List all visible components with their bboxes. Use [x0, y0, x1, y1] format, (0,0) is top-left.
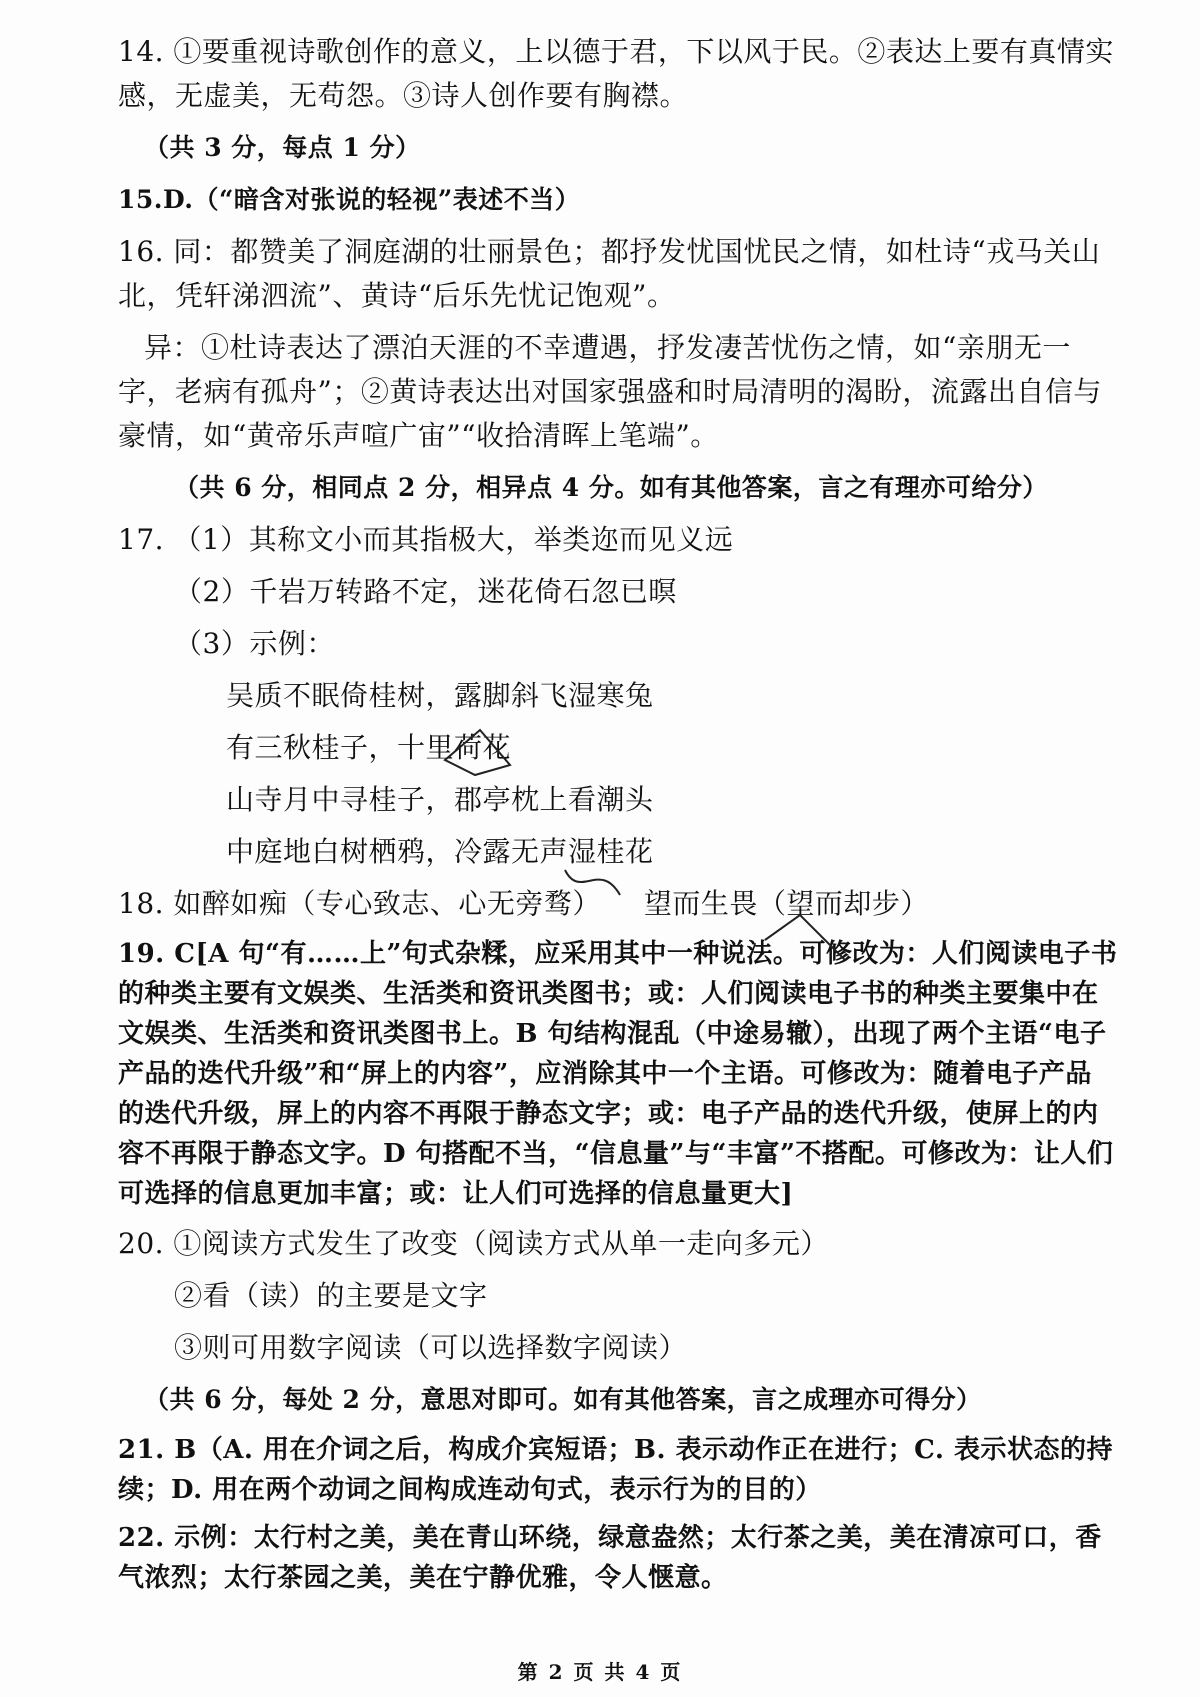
- answer-17-item3: （3）示例：: [174, 627, 335, 660]
- answer-18: 18. 如醉如痴（专心致志、心无旁骛） 望而生畏（望而却步）: [118, 887, 929, 920]
- answer-16-score: （共 6 分，相同点 2 分，相异点 4 分。如有其他答案，言之有理亦可给分）: [174, 473, 1048, 502]
- answer-16-diff: 异：①杜诗表达了漂泊天涯的不幸遭遇，抒发凄苦忧伤之情，如“亲朋无一字，老病有孤舟”；②黄诗表达出对国家强盛和时局清明的渴盼，流露出自信与豪情，如“黄帝乐声喧广宙”“收拾清晖上笔端”。: [118, 331, 1102, 452]
- answer-15: 15.D.（“暗含对张说的轻视”表述不当）: [118, 185, 581, 214]
- answer-17-item1: 17. （1）其称文小而其指极大，举类迩而见义远: [118, 523, 734, 556]
- answer-17-example: 吴质不眠倚桂树，露脚斜飞湿寒兔: [226, 679, 654, 712]
- answer-17-example: 有三秋桂子，十里荷花: [226, 731, 512, 764]
- answer-20-item2: ②看（读）的主要是文字: [174, 1279, 488, 1312]
- answer-14: 14. ①要重视诗歌创作的意义，上以德于君，下以风于民。②表达上要有真情实感，无虚美，无苟怨。③诗人创作要有胸襟。: [118, 35, 1114, 112]
- answer-16-same: 16. 同：都赞美了洞庭湖的壮丽景色；都抒发忧国忧民之情，如杜诗“戎马关山北，凭轩涕泗流”、黄诗“后乐先忧记饱观”。: [118, 235, 1101, 312]
- answer-19: 19. C[A 句“有……上”句式杂糅，应采用其中一种说法。可修改为：人们阅读电子书的种类主要有文娱类、生活类和资讯类图书；或：人们阅读电子书的种类主要集中在文娱类、生活类和资讯类图书上。B 句结构混乱（中途易辙），出现了两个主语“电子产品的迭代升级”和“屏上的内容”，应消除其中一个主语。可修改为：随着电子产品的迭代升级，屏上的内容不再限于静态文字；或：电子产品的迭代升级，使屏上的内容不再限于静态文字。D 句搭配不当，“信息量”与“丰富”不搭配。可修改为：让人们可选择的信息更加丰富；或：让人们可选择的信息量更大]: [118, 939, 1118, 1209]
- answer-20-item1: 20. ①阅读方式发生了改变（阅读方式从单一走向多元）: [118, 1227, 829, 1260]
- answer-17-example: 中庭地白树栖鸦，冷露无声湿桂花: [226, 835, 654, 868]
- answer-20-score: （共 6 分，每处 2 分，意思对即可。如有其他答案，言之成理亦可得分）: [144, 1385, 982, 1414]
- answer-14-score: （共 3 分，每点 1 分）: [144, 133, 421, 162]
- answer-content: [118, 30, 1118, 1598]
- answer-17-example: 山寺月中寻桂子，郡亭枕上看潮头: [226, 783, 654, 816]
- answer-22: 22. 示例：太行村之美，美在青山环绕，绿意盎然；太行茶之美，美在清凉可口，香气浓烈；太行茶园之美，美在宁静优雅，令人惬意。: [118, 1523, 1102, 1593]
- answer-21: 21. B（A. 用在介词之后，构成介宾短语；B. 表示动作正在进行；C. 表示状态的持续；D. 用在两个动词之间构成连动句式，表示行为的目的）: [118, 1435, 1113, 1505]
- answer-17-item2: （2）千岩万转路不定，迷花倚石忽已暝: [174, 575, 677, 608]
- page-footer: 第 2 页 共 4 页: [517, 1660, 683, 1684]
- answer-20-item3: ③则可用数字阅读（可以选择数字阅读）: [174, 1331, 688, 1364]
